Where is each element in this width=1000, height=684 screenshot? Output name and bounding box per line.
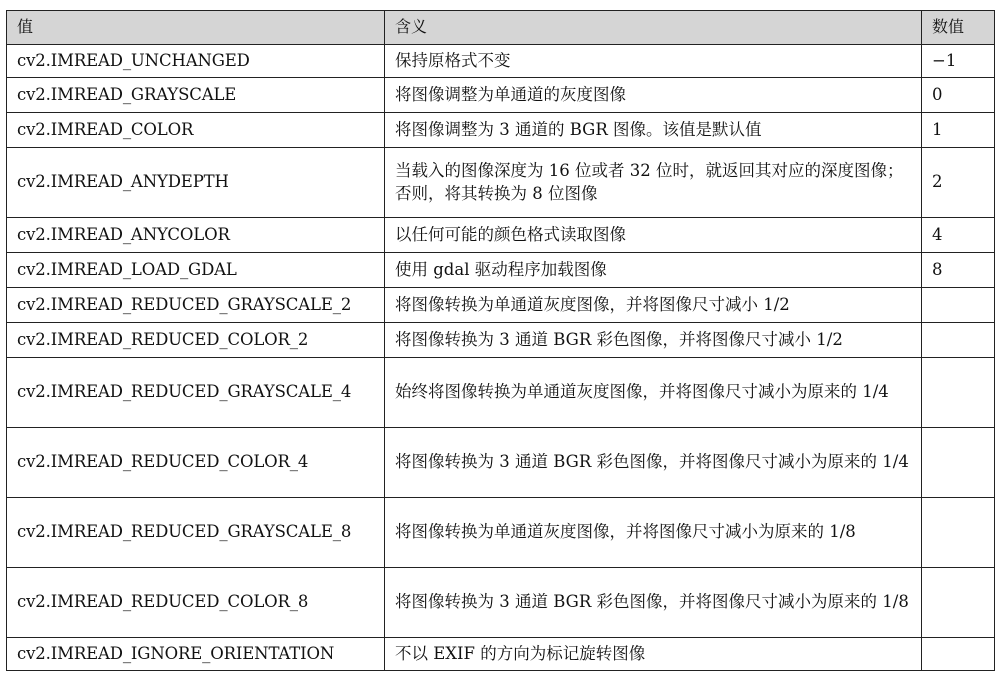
flag-meaning-cell: 不以 EXIF 的方向为标记旋转图像 [385,638,922,671]
imread-flags-table [6,10,995,671]
flag-value-cell [922,358,995,428]
flag-name-cell: cv2.IMREAD_REDUCED_COLOR_8 [7,568,385,638]
flag-meaning-cell: 将图像调整为 3 通道的 BGR 图像。该值是默认值 [385,113,922,148]
flag-name-cell: cv2.IMREAD_COLOR [7,113,385,148]
table-row [7,498,995,568]
table-row [7,218,995,253]
flag-value-cell: 1 [922,113,995,148]
header-row [7,11,995,45]
flag-value-cell: 8 [922,253,995,288]
flag-name-cell: cv2.IMREAD_REDUCED_GRAYSCALE_2 [7,288,385,323]
table-row [7,113,995,148]
table-row [7,323,995,358]
flag-value-cell [922,638,995,671]
flag-value-cell: −1 [922,45,995,78]
flag-meaning-cell: 当载入的图像深度为 16 位或者 32 位时，就返回其对应的深度图像；否则，将其转换为 8 位图像 [385,148,922,218]
flag-meaning-cell: 将图像转换为单通道灰度图像，并将图像尺寸减小为原来的 1/8 [385,498,922,568]
flag-value-cell [922,288,995,323]
table-row [7,428,995,498]
flag-value-cell [922,568,995,638]
flag-name-cell: cv2.IMREAD_REDUCED_COLOR_4 [7,428,385,498]
flag-name-cell: cv2.IMREAD_IGNORE_ORIENTATION [7,638,385,671]
flag-value-cell [922,498,995,568]
flag-name-cell: cv2.IMREAD_UNCHANGED [7,45,385,78]
flag-meaning-cell: 以任何可能的颜色格式读取图像 [385,218,922,253]
flag-name-cell: cv2.IMREAD_REDUCED_GRAYSCALE_4 [7,358,385,428]
table-row [7,358,995,428]
flag-meaning-cell: 使用 gdal 驱动程序加载图像 [385,253,922,288]
header-meaning: 含义 [385,11,922,45]
table-row [7,148,995,218]
flag-value-cell [922,428,995,498]
flag-meaning-cell: 始终将图像转换为单通道灰度图像，并将图像尺寸减小为原来的 1/4 [385,358,922,428]
table-header [7,11,995,45]
table-row [7,638,995,671]
header-value-name: 值 [7,11,385,45]
flag-value-cell [922,323,995,358]
flag-name-cell: cv2.IMREAD_GRAYSCALE [7,78,385,113]
flag-meaning-cell: 将图像转换为单通道灰度图像，并将图像尺寸减小 1/2 [385,288,922,323]
flag-meaning-cell: 将图像调整为单通道的灰度图像 [385,78,922,113]
flag-name-cell: cv2.IMREAD_REDUCED_COLOR_2 [7,323,385,358]
table-row [7,78,995,113]
flag-name-cell: cv2.IMREAD_ANYDEPTH [7,148,385,218]
table-row [7,288,995,323]
header-numeric-value: 数值 [922,11,995,45]
flag-value-cell: 4 [922,218,995,253]
table-row [7,45,995,78]
flag-name-cell: cv2.IMREAD_ANYCOLOR [7,218,385,253]
flag-meaning-cell: 保持原格式不变 [385,45,922,78]
table-row [7,253,995,288]
table-body [7,45,995,671]
flag-meaning-cell: 将图像转换为 3 通道 BGR 彩色图像，并将图像尺寸减小为原来的 1/8 [385,568,922,638]
flag-value-cell: 0 [922,78,995,113]
flag-value-cell: 2 [922,148,995,218]
flag-name-cell: cv2.IMREAD_LOAD_GDAL [7,253,385,288]
flag-meaning-cell: 将图像转换为 3 通道 BGR 彩色图像，并将图像尺寸减小为原来的 1/4 [385,428,922,498]
flag-meaning-cell: 将图像转换为 3 通道 BGR 彩色图像，并将图像尺寸减小 1/2 [385,323,922,358]
flag-name-cell: cv2.IMREAD_REDUCED_GRAYSCALE_8 [7,498,385,568]
table-row [7,568,995,638]
